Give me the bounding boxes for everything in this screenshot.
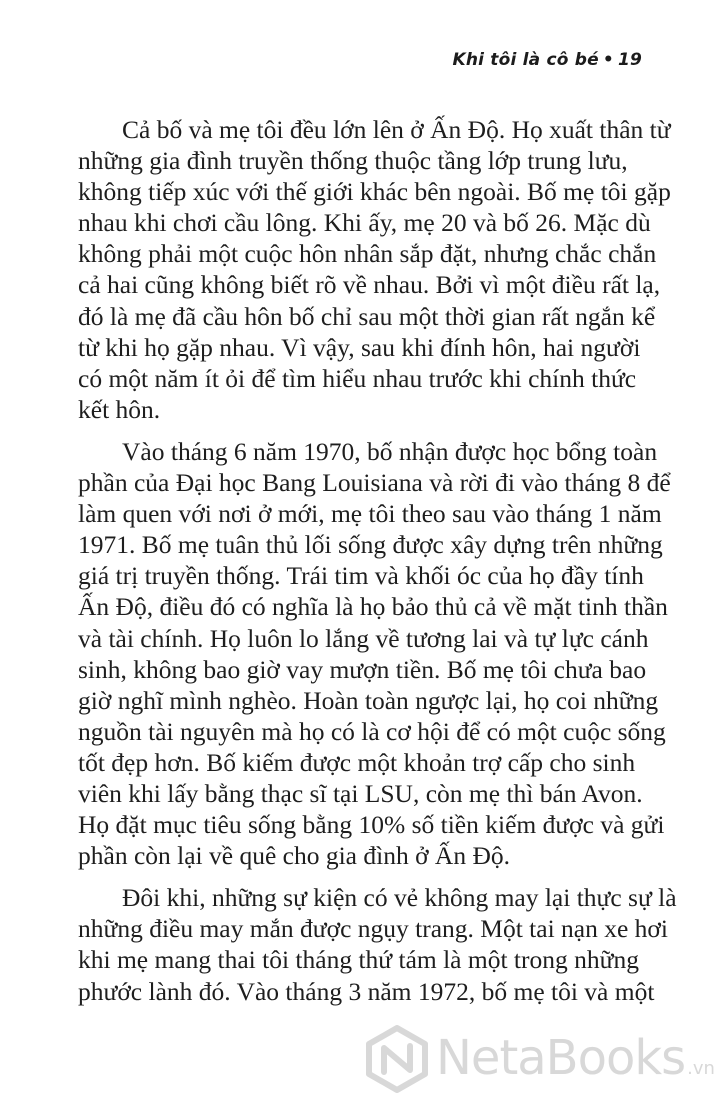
text-line: từ khi họ gặp nhau. Vì vậy, sau khi đính hôn, hai người bbox=[78, 332, 641, 362]
text-line: không tiếp xúc với thế giới khác bên ngoài. Bố mẹ tôi gặp bbox=[78, 177, 671, 207]
text-line: có một năm ít ỏi để tìm hiểu nhau trước khi chính thức bbox=[78, 363, 637, 393]
text-line: phần của Đại học Bang Louisiana và rời đi vào tháng 8 để bbox=[78, 468, 671, 498]
text-line: sinh, không bao giờ vay mượn tiền. Bố mẹ tôi chưa bao bbox=[78, 654, 647, 684]
netabooks-watermark bbox=[362, 1022, 715, 1102]
watermark-text bbox=[436, 1030, 715, 1086]
text-line: nguồn tài nguyên mà họ có là cơ hội để có một cuộc sống bbox=[78, 716, 666, 746]
text-line: kết hôn. bbox=[78, 394, 161, 424]
watermark-brand: NetaBooks bbox=[436, 1030, 686, 1086]
text-line: Họ đặt mục tiêu sống bằng 10% số tiền kiếm được và gửi bbox=[78, 810, 665, 840]
text-line: viên khi lấy bằng thạc sĩ tại LSU, còn mẹ thì bán Avon. bbox=[78, 778, 643, 808]
text-line: những gia đình truyền thống thuộc tầng lớp trung lưu, bbox=[78, 146, 628, 176]
text-line: những điều may mắn được ngụy trang. Một tai nạn xe hơi bbox=[78, 914, 668, 944]
text-line: đó là mẹ đã cầu hôn bố chỉ sau một thời gian rất ngắn kể bbox=[78, 301, 656, 331]
text-line: Ấn Độ, điều đó có nghĩa là họ bảo thủ cả về mặt tinh thần bbox=[78, 592, 668, 622]
text-line: không phải một cuộc hôn nhân sắp đặt, nhưng chắc chắn bbox=[78, 239, 657, 269]
text-line: Cả bố và mẹ tôi đều lớn lên ở Ấn Độ. Họ xuất thân từ bbox=[122, 115, 671, 144]
text-line: 1971. Bố mẹ tuân thủ lối sống được xây dựng trên những bbox=[78, 530, 663, 560]
text-line: làm quen với nơi ở mới, mẹ tôi theo sau vào tháng 1 năm bbox=[78, 499, 662, 529]
text-line: khi mẹ mang thai tôi tháng thứ tám là một trong những bbox=[78, 945, 639, 975]
paragraph-1 bbox=[78, 114, 671, 425]
page-number: 19 bbox=[617, 50, 642, 70]
paragraph-3 bbox=[78, 882, 677, 1006]
watermark-suffix: .vn bbox=[687, 1058, 715, 1079]
text-line: nhau khi chơi cầu lông. Khi ấy, mẹ 20 và bố 26. Mặc dù bbox=[78, 208, 651, 238]
text-line: tốt đẹp hơn. Bố kiếm được một khoản trợ cấp cho sinh bbox=[78, 747, 636, 777]
text-line: giá trị truyền thống. Trái tim và khối óc của họ đầy tính bbox=[78, 561, 644, 591]
paragraph-2 bbox=[78, 436, 671, 871]
text-line: giờ nghĩ mình nghèo. Hoàn toàn ngược lại, họ coi những bbox=[78, 685, 659, 715]
header-separator: • bbox=[602, 50, 614, 70]
text-line: Vào tháng 6 năm 1970, bố nhận được học bổng toàn bbox=[122, 436, 658, 466]
text-line: phần còn lại về quê cho gia đình ở Ấn Độ. bbox=[78, 841, 511, 871]
text-line: cả hai cũng không biết rõ về nhau. Bởi vì một điều rất lạ, bbox=[78, 270, 661, 300]
netabooks-logo-icon bbox=[362, 1024, 432, 1094]
running-title: Khi tôi là cô bé bbox=[452, 50, 599, 70]
text-line: phước lành đó. Vào tháng 3 năm 1972, bố mẹ tôi và một bbox=[78, 976, 655, 1006]
text-line: Đôi khi, những sự kiện có vẻ không may lại thực sự là bbox=[122, 883, 677, 913]
running-header bbox=[452, 50, 642, 70]
body-text bbox=[78, 114, 677, 1018]
text-line: và tài chính. Họ luôn lo lắng về tương lai và tự lực cánh bbox=[78, 623, 649, 653]
